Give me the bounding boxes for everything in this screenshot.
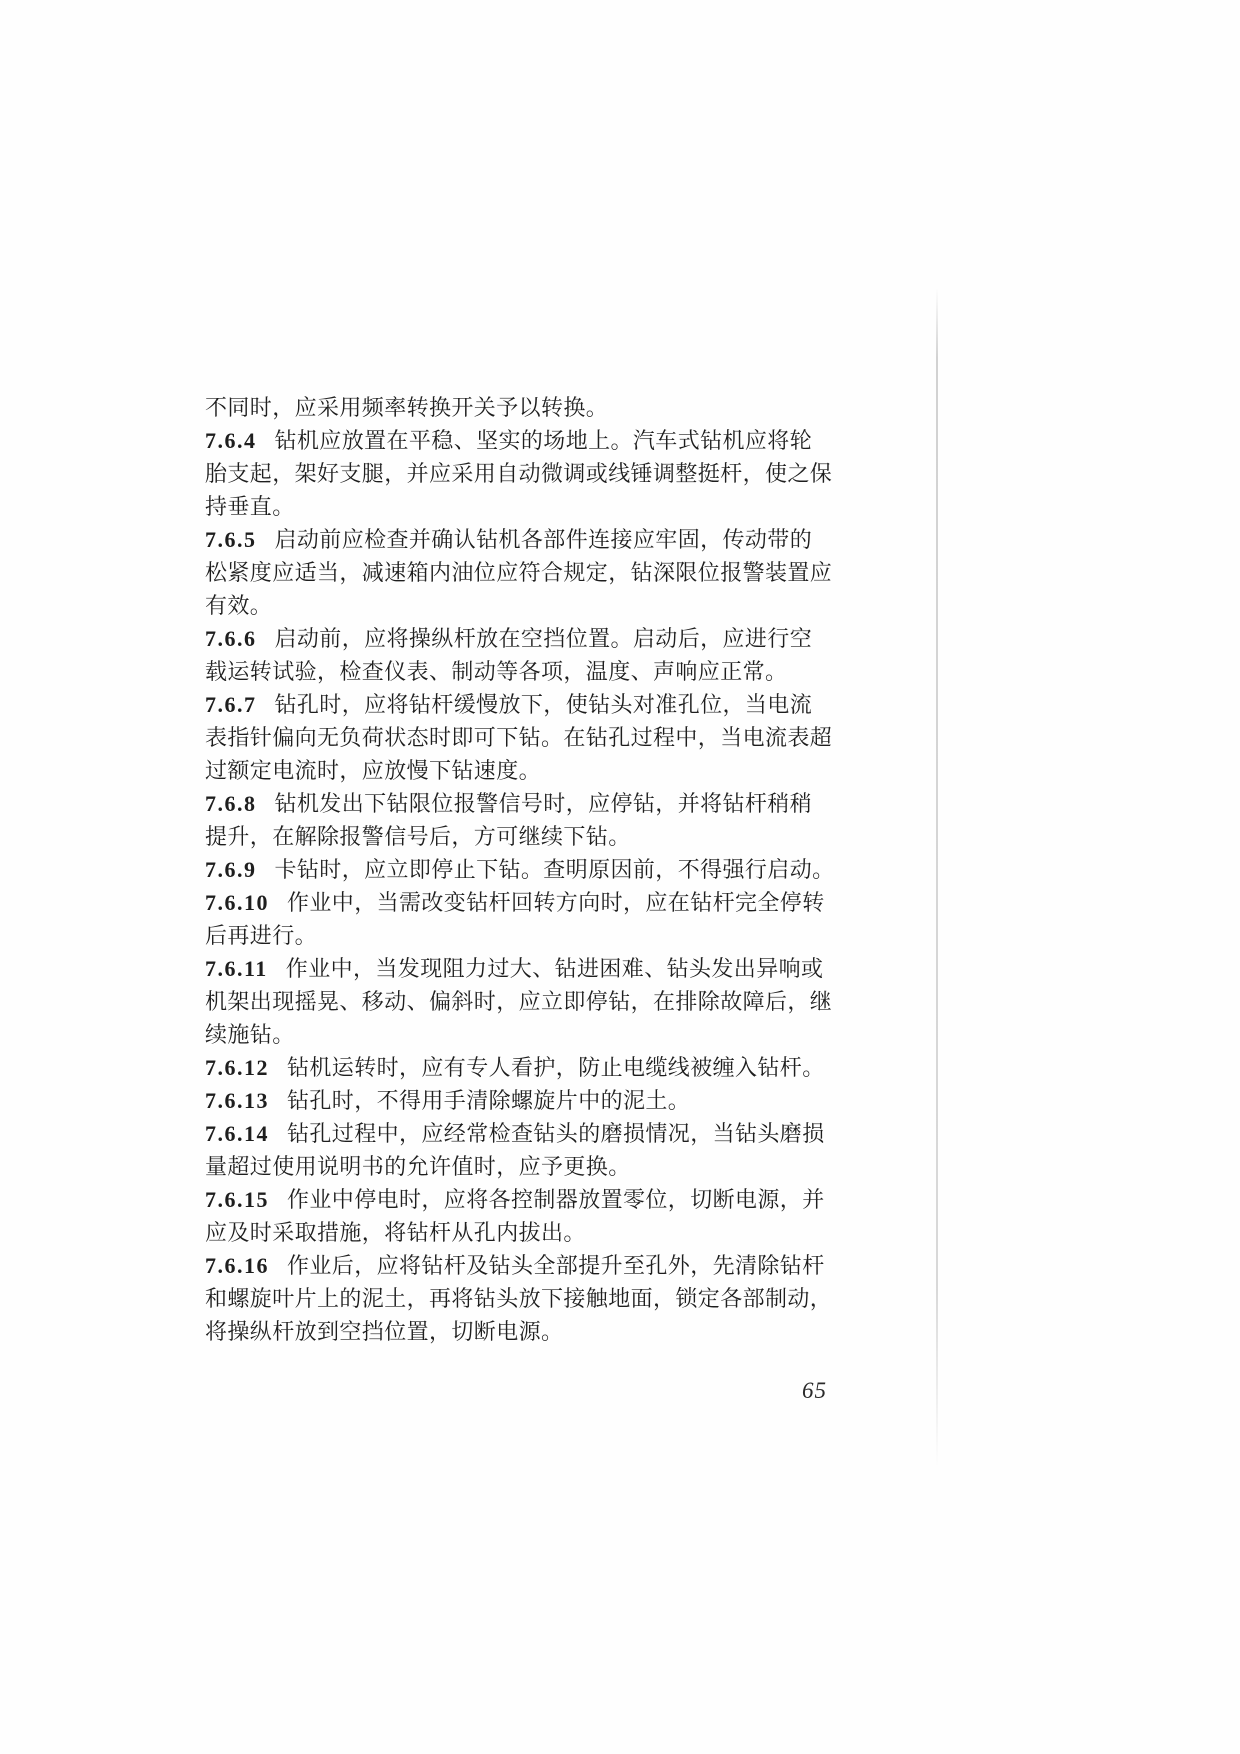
clause-text: 作业中，当发现阻力过大、钻进困难、钻头发出异响或	[285, 956, 824, 981]
clause-line	[205, 622, 813, 655]
clause-line: 载运转试验，检查仪表、制动等各项，温度、声响应正常。	[205, 659, 788, 684]
text-block	[205, 391, 835, 1348]
clause-line	[205, 1051, 825, 1084]
clause-number: 7.6.5	[205, 527, 257, 552]
clause-number: 7.6.9	[205, 857, 257, 882]
page-number: 65	[802, 1378, 827, 1403]
clause-number: 7.6.13	[205, 1088, 269, 1113]
clause	[205, 1084, 785, 1117]
clause	[205, 886, 825, 952]
clause-text: 启动前，应将操纵杆放在空挡位置。启动后，应进行空	[274, 626, 813, 651]
clause-number: 7.6.11	[205, 956, 268, 981]
clause	[205, 952, 833, 1051]
clause-line	[205, 424, 813, 457]
clause-line: 提升，在解除报警信号后，方可继续下钻。	[205, 824, 631, 849]
clause	[205, 787, 813, 853]
clause-number: 7.6.4	[205, 428, 257, 453]
clause	[205, 1051, 825, 1084]
clause-line	[205, 1249, 825, 1282]
clause-text: 钻机发出下钻限位报警信号时，应停钻，并将钻杆稍稍	[274, 791, 813, 816]
clause-number: 7.6.7	[205, 692, 257, 717]
clause-line	[205, 1117, 825, 1150]
clause-number: 7.6.12	[205, 1055, 269, 1080]
clause-number: 7.6.10	[205, 890, 269, 915]
clause-line: 松紧度应适当，减速箱内油位应符合规定，钻深限位报警装置应	[205, 560, 833, 585]
clause-line: 表指针偏向无负荷状态时即可下钻。在钻孔过程中，当电流表超	[205, 725, 833, 750]
clause-line	[205, 952, 824, 985]
clause-line: 量超过使用说明书的允许值时，应予更换。	[205, 1154, 631, 1179]
clause-text: 钻机应放置在平稳、坚实的场地上。汽车式钻机应将轮	[274, 428, 813, 453]
clause-line: 机架出现摇晃、移动、偏斜时，应立即停钻，在排除故障后，继	[205, 989, 833, 1014]
clause-number: 7.6.14	[205, 1121, 269, 1146]
clause-text: 作业中停电时，应将各控制器放置零位，切断电源，并	[287, 1187, 825, 1212]
clause	[205, 622, 813, 688]
clause	[205, 424, 833, 523]
clause-text: 作业后，应将钻杆及钻头全部提升至孔外，先清除钻杆	[287, 1253, 825, 1278]
clause	[205, 688, 833, 787]
clause-line: 应及时采取措施，将钻杆从孔内拔出。	[205, 1220, 586, 1245]
clause-line	[205, 391, 785, 424]
clause	[205, 1183, 825, 1249]
clause-line	[205, 523, 813, 556]
clause-line	[205, 787, 813, 820]
clause-line: 后再进行。	[205, 923, 318, 948]
clause-line	[205, 688, 813, 721]
clause	[205, 523, 833, 622]
clause-text: 卡钻时，应立即停止下钻。查明原因前，不得强行启动。	[274, 857, 835, 882]
clause-line: 将操纵杆放到空挡位置，切断电源。	[205, 1319, 564, 1344]
clause-text: 钻孔时，不得用手清除螺旋片中的泥土。	[287, 1088, 691, 1113]
clause-line: 胎支起，架好支腿，并应采用自动微调或线锤调整挺杆，使之保	[205, 461, 833, 486]
clause-number: 7.6.8	[205, 791, 257, 816]
clause-text: 钻孔过程中，应经常检查钻头的磨损情况，当钻头磨损	[287, 1121, 825, 1146]
clause-text: 启动前应检查并确认钻机各部件连接应牢固，传动带的	[274, 527, 813, 552]
clause-number: 7.6.16	[205, 1253, 269, 1278]
clause-text: 不同时，应采用频率转换开关予以转换。	[205, 395, 609, 420]
clause	[205, 391, 785, 424]
clause-line: 续施钻。	[205, 1022, 295, 1047]
clause	[205, 1117, 825, 1183]
clause-line: 有效。	[205, 593, 273, 618]
clause-line: 和螺旋叶片上的泥土，再将钻头放下接触地面，锁定各部制动，	[205, 1286, 833, 1311]
clause-number: 7.6.15	[205, 1187, 269, 1212]
clause-text: 钻孔时，应将钻杆缓慢放下，使钻头对准孔位，当电流	[274, 692, 813, 717]
scan-edge-line	[936, 288, 938, 1468]
clause-text: 钻机运转时，应有专人看护，防止电缆线被缠入钻杆。	[287, 1055, 825, 1080]
clause-text: 作业中，当需改变钻杆回转方向时，应在钻杆完全停转	[287, 890, 825, 915]
clause-line: 持垂直。	[205, 494, 295, 519]
clause-line	[205, 853, 835, 886]
clause-number: 7.6.6	[205, 626, 257, 651]
clause-line	[205, 886, 825, 919]
clause	[205, 853, 835, 886]
clause-line	[205, 1084, 785, 1117]
clause-line	[205, 1183, 825, 1216]
clause	[205, 1249, 833, 1348]
clause-line: 过额定电流时，应放慢下钻速度。	[205, 758, 542, 783]
